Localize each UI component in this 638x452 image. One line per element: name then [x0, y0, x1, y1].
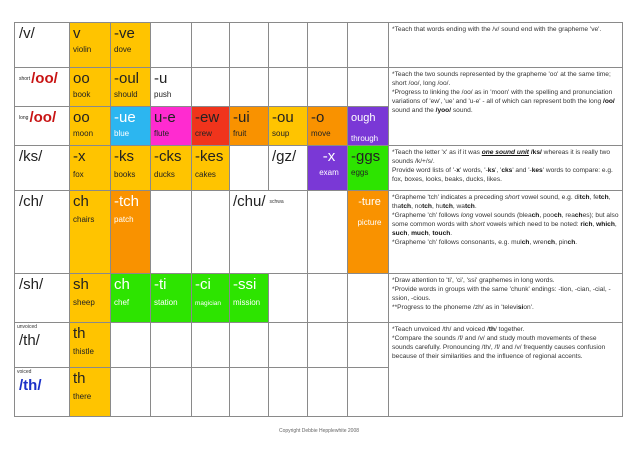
grapheme: ough [351, 112, 376, 124]
grapheme-cell [70, 146, 111, 191]
example-word: should [114, 90, 138, 99]
sound-label: /th/ [19, 377, 42, 394]
empty-cell [269, 368, 308, 417]
grapheme: -x [322, 148, 336, 165]
sound-cell [15, 68, 70, 107]
empty-cell [230, 23, 269, 68]
example-word: fox [73, 170, 84, 179]
empty-cell [348, 368, 389, 417]
copyright-footer: Copyright Debbie Hepplewhite 2008 [278, 428, 360, 434]
grapheme: -ci [195, 276, 211, 293]
grapheme-cell [151, 68, 192, 107]
example-word: move [311, 129, 331, 138]
sound-label: /ch/ [19, 193, 44, 210]
sound-cell [15, 274, 70, 323]
grapheme: -kes [195, 148, 224, 165]
example-word: flute [154, 129, 170, 138]
example-word: soup [272, 129, 290, 138]
example-word: through [351, 134, 379, 143]
grapheme-cell [70, 274, 111, 323]
grapheme: ch [114, 276, 130, 293]
sound-label: /oo/ [31, 70, 58, 87]
example-word: mission [233, 298, 261, 307]
empty-cell [269, 68, 308, 107]
empty-cell [192, 23, 230, 68]
sound-cell [15, 107, 70, 146]
example-word: dove [114, 45, 132, 54]
empty-cell [269, 274, 308, 323]
notes-cell [389, 191, 623, 274]
grapheme: sh [73, 276, 89, 293]
example-word: violin [73, 45, 92, 54]
sound-label: /v/ [19, 25, 35, 42]
grapheme-cell [70, 107, 111, 146]
grapheme-cell [111, 274, 151, 323]
teaching-notes: *Draw attention to 'ti', 'ci', 'ssi' graphemes in long words. *Provide words in groups with the same 'chunk' endings: -tion, -cian, -cial, -ssion, -cious. **Progress to the phoneme /zh/ as in 'television'. [392, 277, 611, 311]
grapheme: -u [154, 70, 168, 87]
grapheme-cell [70, 23, 111, 68]
sound-label: /sh/ [19, 276, 44, 293]
empty-cell [151, 191, 192, 274]
example-word: there [73, 392, 92, 401]
row-sh [15, 274, 623, 323]
sound-cell [15, 368, 70, 417]
empty-cell [192, 191, 230, 274]
empty-cell [308, 191, 348, 274]
grapheme: oo [73, 109, 90, 126]
example-word: books [114, 170, 136, 179]
example-word: push [154, 90, 172, 99]
empty-cell [230, 368, 269, 417]
example-word: moon [73, 129, 94, 138]
grapheme-cell [111, 68, 151, 107]
example-word: station [154, 298, 178, 307]
grapheme: -ou [272, 109, 294, 126]
grapheme-cell [111, 23, 151, 68]
teaching-notes: *Teach unvoiced /th/ and voiced /th/ together. *Compare the sounds /f/ and /v/ and study mouth movements of these sounds carefully. Pronouncing /th/, /f/ and /v/ frequently causes confusion because of their similarities and the influence of regional accents. [392, 326, 606, 360]
grapheme: -ssi [233, 276, 257, 293]
grapheme: -ks [114, 148, 134, 165]
empty-cell [269, 323, 308, 368]
grapheme-cell [308, 107, 348, 146]
sound-label: /th/ [19, 332, 40, 349]
grapheme: -ui [233, 109, 250, 126]
grapheme: ch [73, 193, 89, 210]
row-v [15, 23, 623, 68]
notes-cell [389, 23, 623, 68]
example-word: book [73, 90, 91, 99]
empty-cell [308, 23, 348, 68]
grapheme-cell [230, 274, 269, 323]
empty-cell [230, 68, 269, 107]
empty-cell [308, 323, 348, 368]
grapheme-cell [151, 274, 192, 323]
grapheme-cell [151, 107, 192, 146]
example-word: cakes [195, 170, 216, 179]
example-word: picture [357, 218, 382, 227]
empty-cell [308, 68, 348, 107]
grapheme: -ggs [351, 148, 381, 165]
grapheme: -ture [358, 196, 381, 208]
example-word: magician [195, 300, 222, 307]
grapheme-cell [348, 191, 389, 274]
grapheme: th [73, 325, 86, 342]
sound-qualifier: short [19, 76, 31, 83]
empty-cell [230, 323, 269, 368]
sound-cell [15, 191, 70, 274]
empty-cell [230, 146, 269, 191]
grapheme-cell [192, 274, 230, 323]
sound-qualifier: unvoiced [17, 324, 38, 330]
notes-cell [389, 323, 623, 417]
grapheme: -tch [114, 193, 140, 210]
empty-cell [308, 274, 348, 323]
example-word: eggs [351, 168, 369, 177]
sound-label: /gz/ [272, 148, 297, 165]
empty-cell [192, 368, 230, 417]
row-ch [15, 191, 623, 274]
example-word: chef [114, 298, 130, 307]
grapheme: -ti [154, 276, 167, 293]
grapheme-cell [70, 68, 111, 107]
grapheme: -oul [114, 70, 140, 87]
teaching-notes: *Grapheme 'tch' indicates a preceding short vowel sound, e.g. ditch, fetch, thatch, notch, hutch, watch. *Grapheme 'ch' follows long vowel sounds (bleach, pooch, reaches); but also some common words with short vowels which need to be noted: rich, which, such, much, touch. *Grapheme 'ch' follows consonants, e.g. mulch, wrench, pinch. [392, 194, 619, 246]
grapheme-cell [348, 146, 389, 191]
row-ks [15, 146, 623, 191]
row-short-oo [15, 68, 623, 107]
teaching-notes: *Teach the letter 'x' as if it was one sound unit /ks/ whereas it is really two sounds /k/+/s/. Provide word lists of '-x' words, '-ks', 'cks' and '-kes' words to compare: e.g. fox, boxes, looks, beaks, ducks, likes. [392, 149, 613, 183]
grapheme: -o [311, 109, 325, 126]
grapheme-cell [308, 146, 348, 191]
empty-cell [348, 274, 389, 323]
empty-cell [111, 368, 151, 417]
schwa-label: schwa [269, 199, 284, 206]
notes-cell [389, 274, 623, 323]
grapheme-cell [192, 146, 230, 191]
grapheme: v [73, 25, 81, 42]
empty-cell [348, 23, 389, 68]
grapheme: -x [73, 148, 86, 165]
sound-cell-chu [230, 191, 308, 274]
empty-cell [348, 68, 389, 107]
grapheme: -cks [154, 148, 182, 165]
empty-cell [151, 323, 192, 368]
example-word: crew [195, 129, 212, 138]
phonics-chart [14, 22, 623, 417]
notes-cell [389, 146, 623, 191]
teaching-notes: *Teach that words ending with the /v/ sound end with the grapheme 've'. [392, 26, 602, 33]
grapheme-cell [269, 107, 308, 146]
sound-cell-gz [269, 146, 308, 191]
sound-cell [15, 23, 70, 68]
example-word: blue [114, 129, 130, 138]
grapheme-cell [348, 107, 389, 146]
grapheme-cell [70, 368, 111, 417]
example-word: sheep [73, 298, 95, 307]
grapheme: -ve [114, 25, 135, 42]
example-word: ducks [154, 170, 175, 179]
example-word: chairs [73, 215, 95, 224]
grapheme-cell [230, 107, 269, 146]
grapheme: -ue [114, 109, 136, 126]
sound-cell [15, 323, 70, 368]
grapheme: oo [73, 70, 90, 87]
grapheme-cell [70, 191, 111, 274]
example-word: patch [114, 215, 134, 224]
example-word: exam [319, 168, 339, 177]
empty-cell [151, 23, 192, 68]
notes-cell [389, 68, 623, 146]
empty-cell [269, 23, 308, 68]
empty-cell [192, 68, 230, 107]
sound-label: /chu/ [233, 193, 266, 210]
teaching-notes: *Teach the two sounds represented by the grapheme 'oo' at the same time; short /oo/, long /oo/. *Progress to linking the /oo/ as in 'moon' with the spelling and pronunciation variations of 'ew', 'ue' and 'u-e' - all of which can represent both the long /oo/ sound and the /yoo/ sound. [392, 71, 615, 114]
empty-cell [151, 368, 192, 417]
grapheme-cell [70, 323, 111, 368]
grapheme: th [73, 370, 86, 387]
grapheme: u-e [154, 109, 176, 126]
grapheme-cell [192, 107, 230, 146]
row-th-unvoiced [15, 323, 623, 368]
sound-label: /oo/ [29, 109, 57, 126]
example-word: thistle [73, 347, 94, 356]
grapheme-cell [111, 107, 151, 146]
sound-qualifier: voiced [17, 369, 32, 375]
empty-cell [308, 368, 348, 417]
empty-cell [111, 323, 151, 368]
empty-cell [192, 323, 230, 368]
sound-label: /ks/ [19, 148, 43, 165]
example-word: fruit [233, 129, 247, 138]
sound-qualifier: long [19, 115, 29, 122]
sound-cell [15, 146, 70, 191]
grapheme-cell [111, 146, 151, 191]
grapheme-cell [111, 191, 151, 274]
empty-cell [348, 323, 389, 368]
grapheme: -ew [195, 109, 220, 126]
grapheme-cell [151, 146, 192, 191]
